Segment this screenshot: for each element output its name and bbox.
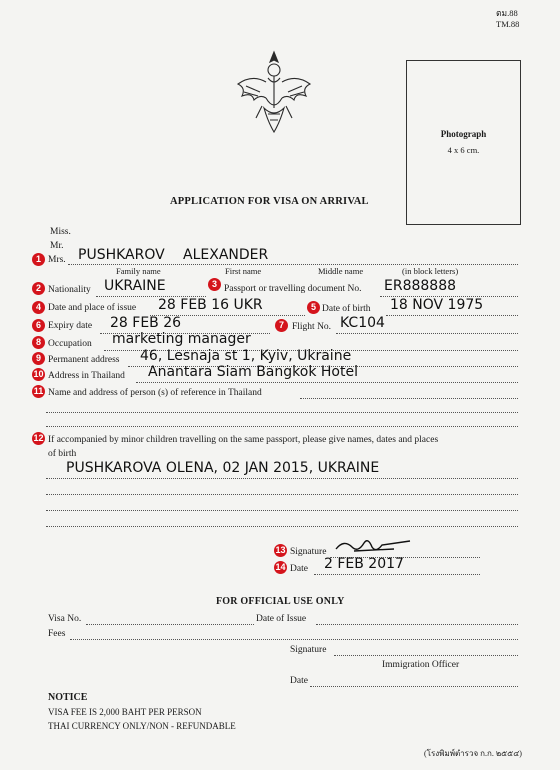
- field-number-badge: 8: [32, 336, 45, 349]
- form-code-thai: ตม.88: [496, 8, 518, 18]
- passport-value[interactable]: ER888888: [384, 278, 457, 294]
- issue-label: Date and place of issue: [48, 303, 137, 313]
- occupation-value[interactable]: marketing manager: [112, 331, 251, 347]
- field-number-badge: 11: [33, 386, 44, 396]
- nationality-value[interactable]: UKRAINE: [104, 278, 166, 294]
- children-label: If accompanied by minor children travelling on the same passport, please give names, dates and places: [48, 435, 439, 445]
- official-signature: Signature: [290, 645, 327, 655]
- salutation-mr: Mr.: [50, 241, 64, 251]
- passport-label: Passport or travelling document No.: [224, 284, 362, 294]
- reference-line: [46, 426, 518, 427]
- occupation-label: Occupation: [48, 339, 92, 349]
- garuda-emblem-icon: [232, 48, 316, 138]
- official-line: [86, 624, 254, 625]
- field-number-badge: 13: [275, 545, 286, 555]
- field-number-badge: 3: [208, 278, 221, 291]
- official-officer: Immigration Officer: [382, 660, 460, 670]
- flight-line: [336, 333, 518, 334]
- reference-line: [46, 412, 518, 413]
- family-name-value[interactable]: PUSHKAROV: [78, 247, 165, 263]
- expiry-value[interactable]: 28 FEB 26: [110, 315, 182, 331]
- form-title: APPLICATION FOR VISA ON ARRIVAL: [170, 196, 369, 207]
- field-number-badge: 14: [275, 562, 286, 572]
- children-line: [46, 526, 518, 527]
- official-line: [310, 686, 518, 687]
- photo-box: [406, 60, 521, 225]
- signature-scribble-icon[interactable]: [334, 535, 414, 557]
- field-number-badge: 10: [33, 369, 44, 379]
- official-line: [334, 655, 518, 656]
- official-line: [70, 639, 518, 640]
- notice-line-1: VISA FEE IS 2,000 BAHT PER PERSON: [48, 707, 202, 717]
- thai-address-line: [136, 382, 518, 383]
- field-number-badge: 1: [32, 253, 45, 266]
- salutation-miss: Miss.: [50, 227, 71, 237]
- official-heading: FOR OFFICIAL USE ONLY: [216, 596, 345, 607]
- official-visa-no: Visa No.: [48, 614, 82, 624]
- official-fees: Fees: [48, 629, 66, 639]
- photo-size: 4 x 6 cm.: [447, 145, 480, 155]
- field-number-badge: 12: [33, 433, 44, 443]
- name-line: [68, 264, 518, 265]
- thai-address-label: Address in Thailand: [48, 371, 125, 381]
- printer-footer: (โรงพิมพ์ตำรวจ ก.ก. ๒๕๕๔): [424, 749, 522, 758]
- date-label: Date: [290, 564, 308, 574]
- field-number-badge: 4: [32, 301, 45, 314]
- permanent-address-label: Permanent address: [48, 355, 120, 365]
- date-line: [314, 574, 480, 575]
- nationality-label: Nationality: [48, 285, 91, 295]
- notice-heading: NOTICE: [48, 692, 88, 703]
- caption-block-letters: (in block letters): [402, 266, 459, 276]
- dob-label: Date of birth: [322, 304, 371, 314]
- flight-label: Flight No.: [292, 322, 332, 332]
- issue-value[interactable]: 28 FEB 16 UKR: [158, 297, 263, 313]
- caption-family-name: Family name: [116, 266, 161, 276]
- permanent-address-value[interactable]: 46, Lesnaja st 1, Kyiv, Ukraine: [140, 348, 352, 364]
- children-line: [46, 510, 518, 511]
- children-line: [46, 478, 518, 479]
- signature-label: Signature: [290, 547, 327, 557]
- reference-line: [300, 398, 518, 399]
- salutation-mrs: Mrs.: [48, 255, 66, 265]
- children-value[interactable]: PUSHKAROVA OLENA, 02 JAN 2015, UKRAINE: [66, 460, 380, 476]
- children-line: [46, 494, 518, 495]
- notice-line-2: THAI CURRENCY ONLY/NON - REFUNDABLE: [48, 721, 236, 731]
- children-label-cont: of birth: [48, 449, 77, 459]
- reference-label: Name and address of person (s) of reference in Thailand: [48, 388, 262, 398]
- flight-value[interactable]: KC104: [340, 315, 385, 331]
- official-line: [316, 624, 518, 625]
- first-name-value[interactable]: ALEXANDER: [183, 247, 269, 263]
- field-number-badge: 6: [32, 319, 45, 332]
- official-date-of-issue: Date of Issue: [256, 614, 307, 624]
- dob-line: [386, 315, 518, 316]
- caption-middle-name: Middle name: [318, 266, 364, 276]
- field-number-badge: 7: [275, 319, 288, 332]
- form-code: TM.88: [496, 19, 520, 29]
- field-number-badge: 5: [307, 301, 320, 314]
- photo-label: Photograph: [440, 129, 487, 139]
- thai-address-value[interactable]: Anantara Siam Bangkok Hotel: [148, 364, 358, 380]
- caption-first-name: First name: [225, 266, 262, 276]
- dob-value[interactable]: 18 NOV 1975: [390, 297, 484, 313]
- official-date: Date: [290, 676, 308, 686]
- field-number-badge: 2: [32, 282, 45, 295]
- date-value[interactable]: 2 FEB 2017: [324, 556, 404, 572]
- field-number-badge: 9: [32, 352, 45, 365]
- expiry-label: Expiry date: [48, 321, 93, 331]
